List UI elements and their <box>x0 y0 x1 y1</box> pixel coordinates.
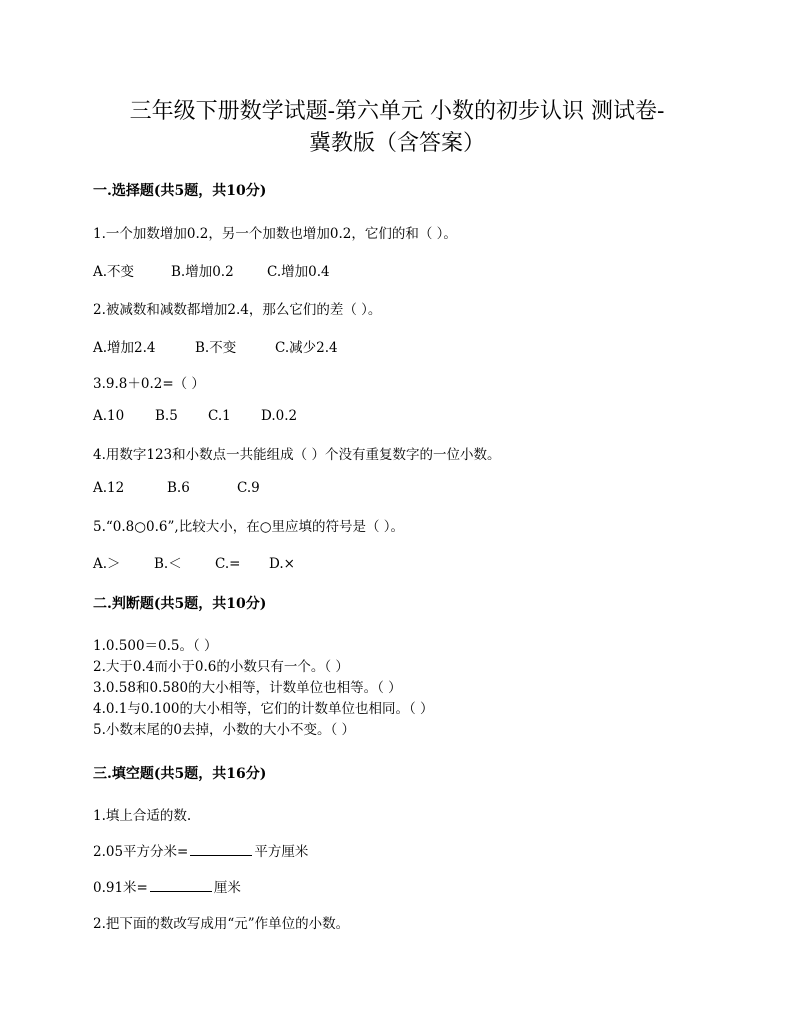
question-text: 5.“0.8○0.6”,比较大小，在○里应填的符号是（ ）。 <box>93 519 405 535</box>
judgement-item: 1.0.500＝0.5。（ ） <box>93 638 218 654</box>
question-text: 1.填上合适的数. <box>93 808 192 824</box>
page-title-line1: 三年级下册数学试题-第六单元 小数的初步认识 测试卷- <box>129 99 665 124</box>
option-row <box>93 408 297 424</box>
option: D.× <box>269 556 295 572</box>
section-heading-fill: 三.填空题(共5题，共16分) <box>93 766 267 782</box>
option: B.5 <box>155 408 178 424</box>
fill-line <box>93 840 308 860</box>
section-heading-choice: 一.选择题(共5题，共10分) <box>93 183 267 199</box>
option: C.= <box>215 556 241 572</box>
option: A.12 <box>93 480 125 496</box>
option: C.增加0.4 <box>267 264 330 280</box>
option: C.9 <box>237 480 260 496</box>
question-text: 1.一个加数增加0.2，另一个加数也增加0.2，它们的和（ ）。 <box>93 226 457 242</box>
option: D.0.2 <box>261 408 298 424</box>
option: B.不变 <box>195 340 237 356</box>
option: B.增加0.2 <box>171 264 234 280</box>
option: B.＜ <box>154 556 182 572</box>
question-text: 4.用数字123和小数点一共能组成（ ）个没有重复数字的一位小数。 <box>93 447 501 463</box>
answer-blank[interactable] <box>190 843 252 856</box>
option-row <box>93 552 295 572</box>
judgement-item: 4.0.1与0.100的大小相等，它们的计数单位也相同。（ ） <box>93 701 434 717</box>
fill-text: 厘米 <box>213 880 241 896</box>
judgement-item: 5.小数末尾的0去掉，小数的大小不变。（ ） <box>93 722 356 738</box>
fill-text: 平方厘米 <box>254 844 309 860</box>
question-text: 2.把下面的数改写成用“元”作单位的小数。 <box>93 916 350 932</box>
judgement-item: 2.大于0.4而小于0.6的小数只有一个。（ ） <box>93 659 349 675</box>
fill-line <box>93 876 241 896</box>
answer-blank[interactable] <box>150 879 212 892</box>
judgement-item: 3.0.58和0.580的大小相等，计数单位也相等。（ ） <box>93 680 402 696</box>
option-row <box>93 260 330 280</box>
section-heading-judgement: 二.判断题(共5题，共10分) <box>93 596 267 612</box>
page-title-line2: 冀教版（含答案） <box>308 131 485 156</box>
option: C.1 <box>208 408 231 424</box>
question-text: 3.9.8＋0.2=（ ） <box>93 376 205 392</box>
option: B.6 <box>167 480 190 496</box>
option: C.减少2.4 <box>275 340 338 356</box>
fill-text: 2.05平方分米= <box>93 844 189 860</box>
option: A.10 <box>93 408 125 424</box>
option: A.增加2.4 <box>93 340 156 356</box>
question-text: 2.被减数和减数都增加2.4，那么它们的差（ ）。 <box>93 302 382 318</box>
fill-text: 0.91米= <box>93 880 148 896</box>
option: A.不变 <box>93 264 135 280</box>
option: A.＞ <box>93 556 121 572</box>
option-row <box>93 336 338 356</box>
option-row <box>93 480 260 496</box>
